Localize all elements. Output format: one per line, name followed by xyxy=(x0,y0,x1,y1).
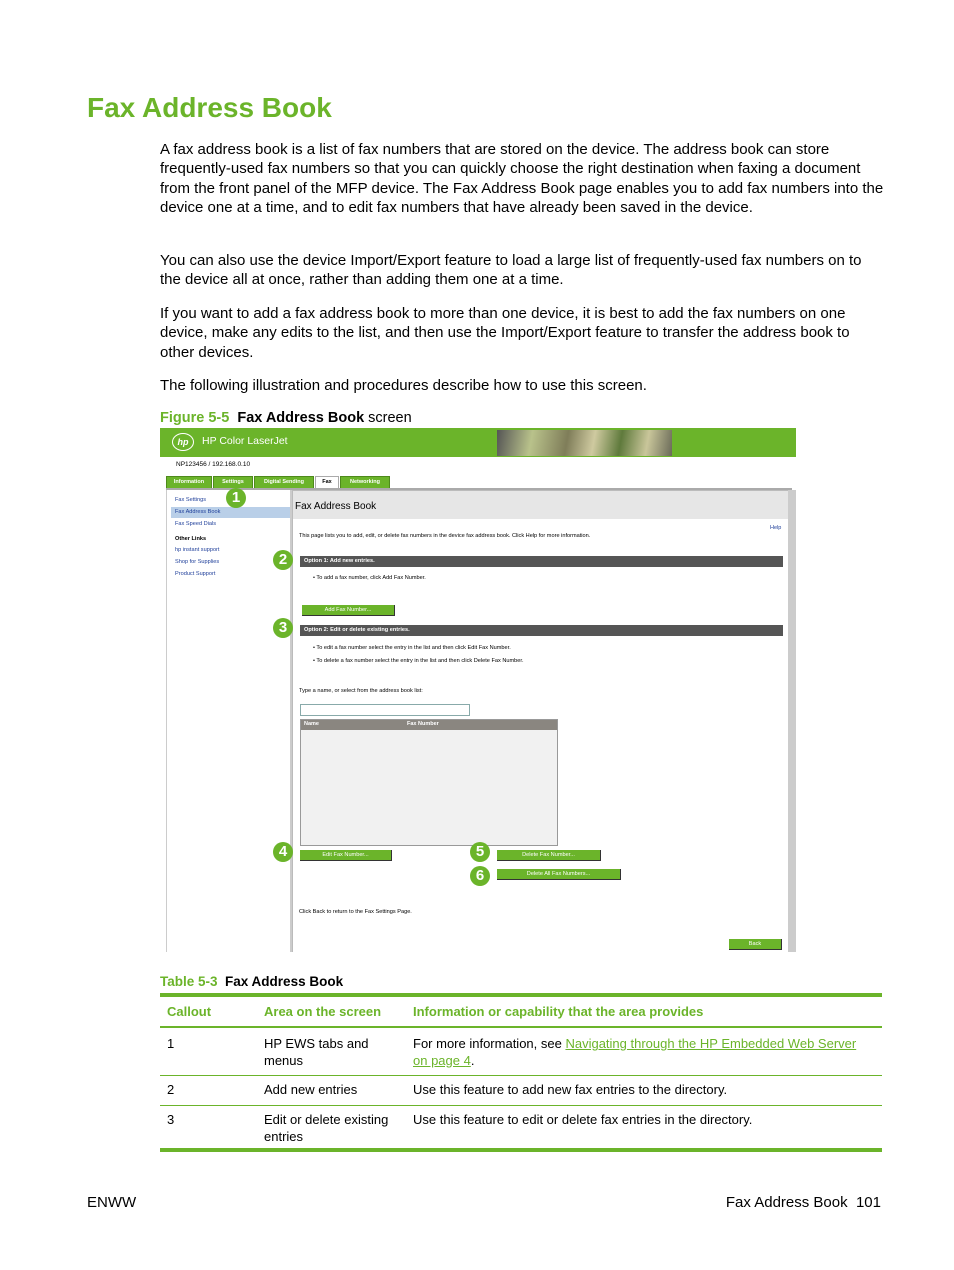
paragraph-multiple-devices: If you want to add a fax address book to more than one device, it is best to add the fax numbers on one device, make any edits to the list, and then use the Import/Export feature to transfer the address book to other devices. xyxy=(160,305,850,361)
option1-bar: Option 1: Add new entries. xyxy=(300,556,783,567)
option2-bullet-edit: • To edit a fax number select the entry in the list and then click Edit Fax Number. xyxy=(313,645,511,651)
page-heading: Fax Address Book xyxy=(87,92,332,123)
tab-fax[interactable]: Fax xyxy=(315,476,339,489)
table-bottom-rule xyxy=(160,1148,882,1152)
table-top-rule xyxy=(160,993,882,997)
link-product-support[interactable]: Product Support xyxy=(175,571,216,577)
row2-info: Use this feature to add new fax entries to the directory. xyxy=(413,1082,728,1097)
table-title: Fax Address Book xyxy=(225,974,344,989)
option1-bullet: • To add a fax number, click Add Fax Number. xyxy=(313,575,426,581)
link-hp-instant-support[interactable]: hp instant support xyxy=(175,547,220,553)
footer-left: ENWW xyxy=(87,1194,137,1211)
edit-fax-number-button[interactable]: Edit Fax Number... xyxy=(300,850,392,861)
row-divider xyxy=(160,1105,882,1106)
row3-area: Edit or delete existing entries xyxy=(264,1112,389,1144)
header-info: Information or capability that the area provides xyxy=(413,1004,704,1019)
callout-1: 1 xyxy=(226,488,246,508)
row1-area: HP EWS tabs and menus xyxy=(264,1036,369,1068)
page-number: 101 xyxy=(855,1194,881,1211)
figure-number: Figure 5-5 xyxy=(160,410,230,426)
tab-networking[interactable]: Networking xyxy=(340,476,390,489)
panel-intro: This page lists you to add, edit, or delete fax numbers in the device fax address book. Click Help for more information. xyxy=(299,533,591,539)
footer-right: Fax Address Book 101 xyxy=(725,1194,881,1211)
nav-fax-settings[interactable]: Fax Settings xyxy=(175,497,207,503)
delete-fax-number-button[interactable]: Delete Fax Number... xyxy=(497,850,601,861)
fax-address-book-screenshot xyxy=(160,428,796,952)
option2-bullet-delete: • To delete a fax number select the entry in the list and then click Delete Fax Number. xyxy=(313,658,524,664)
callout-4: 4 xyxy=(273,842,293,862)
figure-title: Fax Address Book xyxy=(237,410,365,426)
tab-digital-sending[interactable]: Digital Sending xyxy=(254,476,314,489)
back-instruction: Click Back to return to the Fax Settings Page. xyxy=(299,909,412,915)
product-name: HP Color LaserJet xyxy=(202,435,288,447)
table-number: Table 5-3 xyxy=(160,974,218,989)
device-address: NP123456 / 192.168.0.10 xyxy=(176,461,251,468)
ews-navigation-link[interactable]: Navigating through the HP Embedded Web Server on page 4 xyxy=(413,1036,857,1068)
header-area: Area on the screen xyxy=(264,1004,382,1019)
table-caption xyxy=(160,974,343,989)
right-scroll-area xyxy=(788,490,796,952)
paragraph-following: The following illustration and procedures describe how to use this screen. xyxy=(160,377,647,394)
paragraph-intro: A fax address book is a list of fax numbers that are stored on the device. The address book can store frequently-used fax numbers so that you can quickly choose the right destination when faxing a document from the front panel of the MFP device. The Fax Address Book page enables you to add fax numbers into the device one at a time, and to edit fax numbers that have already been saved in the device. xyxy=(160,141,884,217)
help-link[interactable]: Help xyxy=(770,525,782,531)
type-name-label: Type a name, or select from the address book list: xyxy=(299,688,423,694)
option2-bar: Option 2: Edit or delete existing entries. xyxy=(300,625,783,636)
panel-title-bar xyxy=(293,491,793,519)
header-callout: Callout xyxy=(167,1004,212,1019)
row1-callout: 1 xyxy=(167,1036,175,1051)
nav-fax-speed-dials[interactable]: Fax Speed Dials xyxy=(175,521,217,527)
header-photo xyxy=(497,430,672,456)
figure-caption xyxy=(160,410,412,426)
hp-logo: hp xyxy=(172,433,194,451)
table-header-rule xyxy=(160,1026,882,1028)
row-divider xyxy=(160,1075,882,1076)
figure-suffix: screen xyxy=(364,410,412,426)
list-header xyxy=(301,720,557,730)
add-fax-number-button[interactable]: Add Fax Number... xyxy=(302,605,395,616)
link-shop-for-supplies[interactable]: Shop for Supplies xyxy=(175,559,220,565)
address-book-list[interactable] xyxy=(300,719,558,846)
column-name: Name xyxy=(304,721,319,727)
row2-area: Add new entries xyxy=(264,1082,358,1097)
header-green-block xyxy=(673,430,796,456)
delete-all-fax-numbers-button[interactable]: Delete All Fax Numbers... xyxy=(497,869,621,880)
name-search-input[interactable] xyxy=(300,704,470,716)
row3-callout: 3 xyxy=(167,1112,175,1127)
callout-5: 5 xyxy=(470,842,490,862)
paragraph-import-export: You can also use the device Import/Export feature to load a large list of frequently-used fax numbers on to the device all at once, rather than adding them one at a time. xyxy=(160,252,862,289)
callout-6: 6 xyxy=(470,866,490,886)
row2-callout: 2 xyxy=(167,1082,175,1097)
callout-2: 2 xyxy=(273,550,293,570)
nav-fax-address-book[interactable]: Fax Address Book xyxy=(171,507,294,518)
back-button[interactable]: Back xyxy=(729,939,782,950)
row3-info: Use this feature to edit or delete fax entries in the directory. xyxy=(413,1112,753,1127)
row1-info: For more information, see Navigating through the HP Embedded Web Server on page 4. xyxy=(413,1036,857,1068)
tab-information[interactable]: Information xyxy=(166,476,212,489)
content-panel xyxy=(292,490,794,952)
tab-settings[interactable]: Settings xyxy=(213,476,253,489)
column-fax-number: Fax Number xyxy=(407,721,439,727)
callout-3: 3 xyxy=(273,618,293,638)
panel-title: Fax Address Book xyxy=(295,501,377,512)
other-links-title: Other Links xyxy=(175,536,207,542)
